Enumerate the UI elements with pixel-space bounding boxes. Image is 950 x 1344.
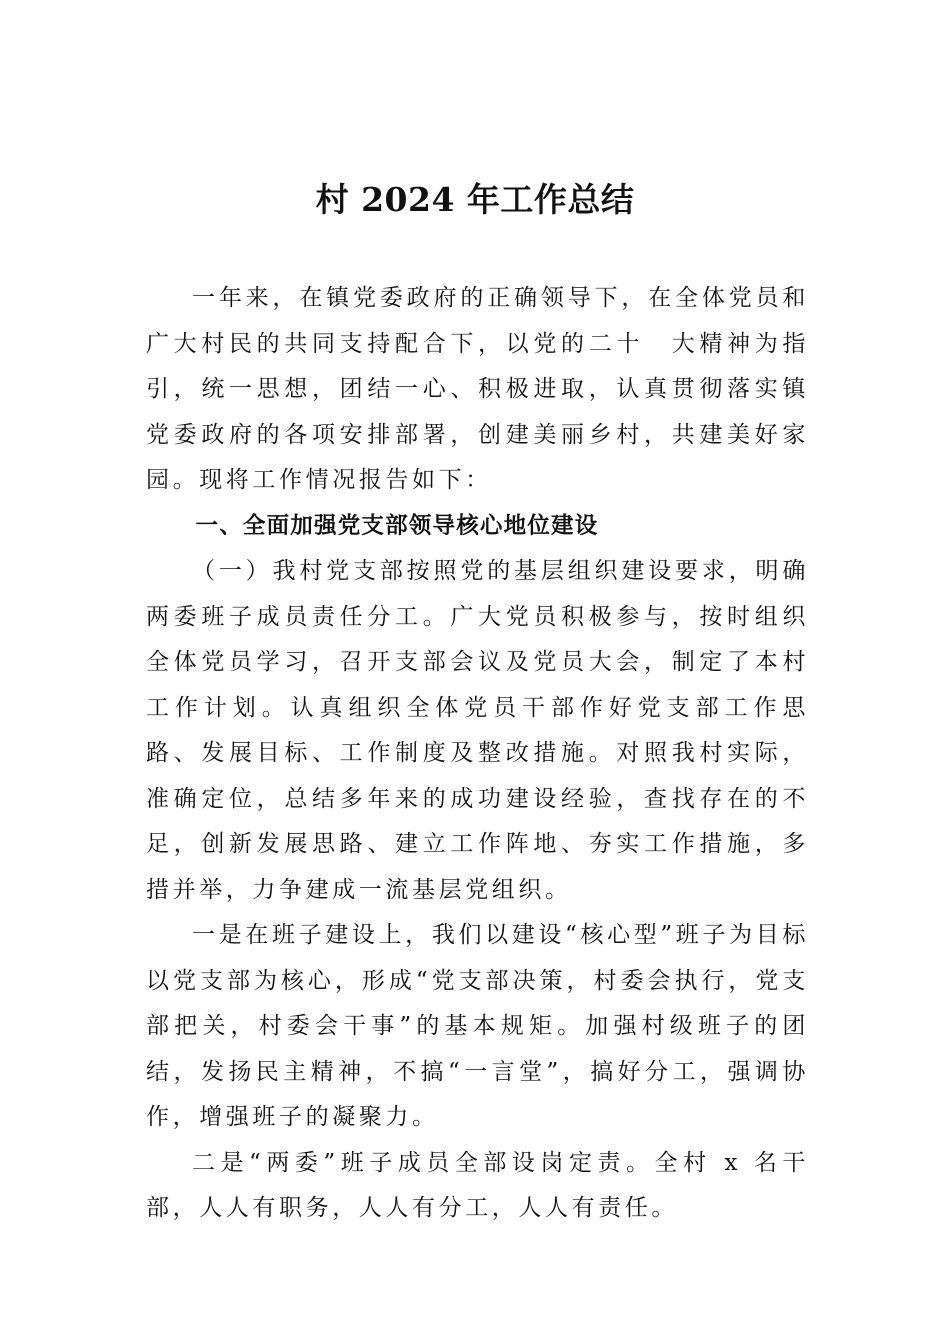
point-paragraph-2: 二是“两委”班子成员全部设岗定责。全村 x 名干部，人人有职务，人人有分工，人人有责任。 (146, 1149, 809, 1221)
subsection-paragraph-1: （一）我村党支部按照党的基层组织建设要求，明确两委班子成员责任分工。广大党员积极参与，按时组织全体党员学习，召开支部会议及党员大会，制定了本村工作计划。认真组织全体党员干部作好党支部工作思路、发展目标、工作制度及整改措施。对照我村实际，准确定位，总结多年来的成功建设经验，查找存在的不足，创新发展思路、建立工作阵地、夯实工作措施，多措并举，力争建成一流基层党组织。 (146, 558, 809, 903)
document-body (146, 276, 809, 1232)
point-paragraph-1: 一是在班子建设上，我们以建设“核心型”班子为目标以党支部为核心，形成“党支部决策，村委会执行，党支部把关，村委会干事”的基本规矩。加强村级班子的团结，发扬民主精神，不搞“一言堂”，搞好分工，强调协作，增强班子的凝聚力。 (146, 922, 809, 1130)
section-heading-1: 一、全面加强党支部领导核心地位建设 (195, 512, 599, 539)
document-title: 村 2024 年工作总结 (315, 180, 635, 219)
intro-paragraph: 一年来，在镇党委政府的正确领导下，在全体党员和广大村民的共同支持配合下，以党的二十 大精神为指引，统一思想，团结一心、积极进取，认真贯彻落实镇党委政府的各项安排部署，创建美丽乡村，共建美好家园。现将工作情况报告如下： (146, 285, 809, 493)
